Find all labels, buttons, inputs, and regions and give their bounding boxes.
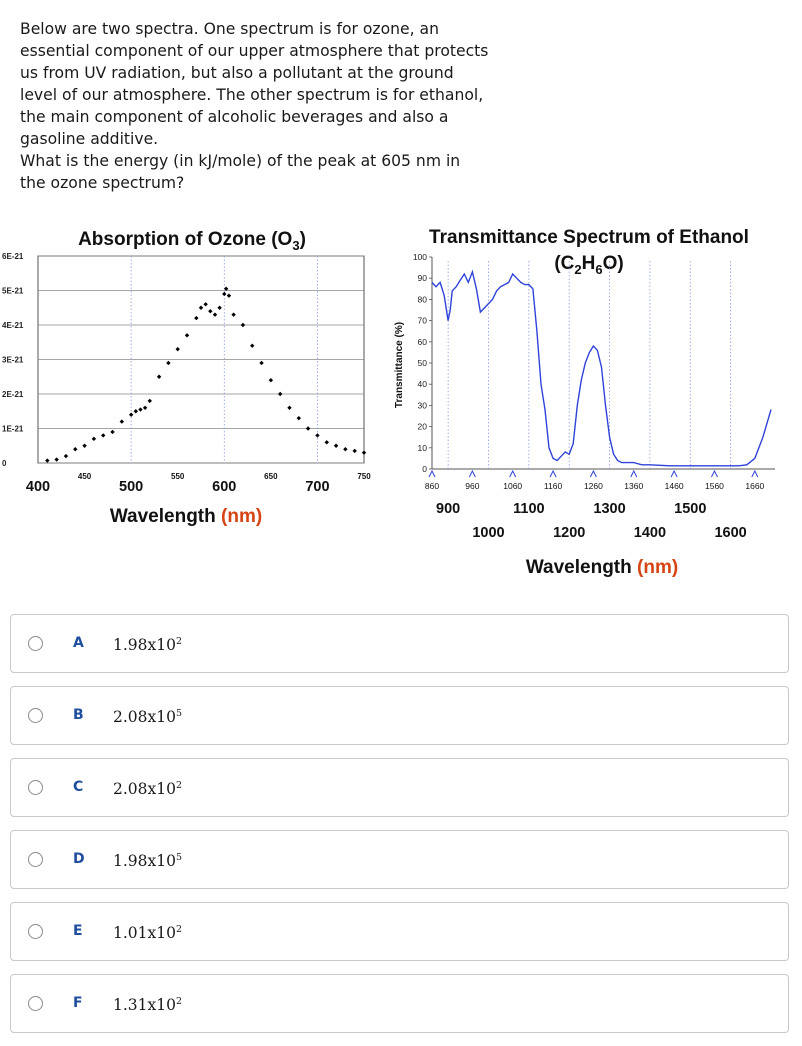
- ethanol-chart: [394, 227, 775, 578]
- ethanol-y-tick-label: 50: [417, 358, 427, 368]
- ethanol-y-tick-label: 80: [417, 294, 427, 305]
- ethanol-x-tick-label: 900: [436, 501, 461, 517]
- ethanol-x-tick-label-small: 1260: [583, 481, 603, 491]
- ethanol-x-tick-marker: [631, 471, 637, 477]
- choice-letter: E: [73, 923, 83, 939]
- ozone-x-minor-tick-label: 450: [77, 472, 92, 481]
- question-prompt: What is the energy (in kJ/mole) of the peak at 605 nm in the ozone spectrum?: [20, 152, 461, 192]
- ethanol-x-tick-marker: [752, 471, 758, 477]
- choice-value: $1.98x10^2$: [113, 636, 183, 655]
- ethanol-x-tick-marker: [469, 471, 475, 477]
- choice-letter: F: [73, 995, 83, 1011]
- choice-a[interactable]: [10, 614, 789, 673]
- choice-letter: C: [73, 779, 84, 795]
- ozone-y-tick-label: 2E-21: [2, 390, 24, 399]
- choice-value: $2.08x10^5$: [113, 708, 183, 727]
- ethanol-y-tick-label: 40: [417, 379, 427, 390]
- ozone-y-tick-label: 6E-21: [2, 252, 24, 261]
- choice-e[interactable]: [10, 902, 789, 961]
- answer-choices: [10, 614, 789, 1046]
- ethanol-y-tick-label: 30: [417, 400, 427, 411]
- ethanol-x-tick-label-small: 1060: [503, 481, 523, 491]
- choice-f[interactable]: [10, 974, 789, 1033]
- question-text: [20, 18, 490, 194]
- choice-b[interactable]: [10, 686, 789, 745]
- ethanol-chart-title: Transmittance Spectrum of Ethanol: [429, 227, 749, 248]
- ozone-x-tick-labels: [26, 472, 371, 495]
- ethanol-y-axis-label: Transmittance (%): [394, 321, 405, 409]
- radio-button[interactable]: [28, 996, 43, 1011]
- radio-button[interactable]: [28, 924, 43, 939]
- ozone-y-tick-label: 1E-21: [2, 424, 24, 434]
- choice-letter: D: [73, 851, 85, 867]
- ethanol-x-tick-label: 1000: [472, 525, 505, 541]
- ethanol-y-tick-labels: [413, 252, 432, 474]
- ozone-y-tick-label: 3E-21: [2, 355, 24, 365]
- ethanol-y-tick-label: 10: [417, 442, 427, 453]
- ozone-chart-title: Absorption of Ozone $(O_3)$: [78, 229, 306, 253]
- ethanol-x-tick-label: 1400: [633, 525, 667, 541]
- choice-value: $1.98x10^5$: [113, 852, 183, 871]
- ozone-x-major-tick-label: 500: [119, 479, 144, 495]
- ethanol-x-tick-label-small: 1660: [745, 481, 765, 491]
- ethanol-x-tick-label: 1600: [714, 525, 747, 541]
- choice-value: $2.08x10^2$: [113, 780, 183, 799]
- ethanol-x-tick-marker: [550, 471, 556, 477]
- ozone-x-major-tick-label: 600: [212, 479, 237, 495]
- question-intro: Below are two spectra. One spectrum is for ozone, an essential component of our upper atmosphere that protects us from UV radiation, but also a pollutant at the ground level of our atmosphere. The other spectrum is for ethanol, the main component of alcoholic beverages and also a gasoline additive.: [20, 20, 489, 148]
- ozone-x-major-tick-label: 400: [25, 479, 51, 495]
- ethanol-gridlines: [429, 261, 758, 477]
- ethanol-x-tick-label: 1500: [674, 501, 707, 517]
- choice-d[interactable]: [10, 830, 789, 889]
- choice-c[interactable]: [10, 758, 789, 817]
- ethanol-x-axis-label: Wavelength (nm): [525, 557, 679, 578]
- ethanol-x-tick-label-small: 1460: [664, 481, 684, 491]
- radio-button[interactable]: [28, 852, 43, 867]
- ethanol-x-tick-label-small: 1560: [705, 481, 724, 491]
- ethanol-x-tick-label: 1200: [553, 525, 586, 541]
- ethanol-transmittance-line: [432, 272, 771, 466]
- ethanol-y-tick-label: 90: [417, 273, 427, 284]
- ozone-y-tick-labels: [2, 252, 24, 468]
- spectra-figure: [0, 215, 802, 595]
- ethanol-x-tick-label-small: 1360: [624, 481, 644, 491]
- choice-letter: B: [73, 707, 84, 723]
- ethanol-x-tick-marker: [671, 471, 677, 477]
- ethanol-y-tick-label: 60: [417, 336, 427, 347]
- radio-button[interactable]: [28, 636, 43, 651]
- ozone-x-major-tick-label: 700: [305, 479, 330, 495]
- ozone-x-axis-label: Wavelength (nm): [109, 506, 263, 527]
- ethanol-x-tick-marker: [590, 471, 596, 477]
- ethanol-x-tick-marker: [510, 471, 516, 477]
- choice-value: $1.31x10^2$: [113, 996, 183, 1015]
- ethanol-y-tick-label: 20: [417, 421, 427, 432]
- radio-button[interactable]: [28, 780, 43, 795]
- ethanol-x-tick-labels: [425, 481, 765, 541]
- ethanol-chart-subtitle: $(C_2H_6O)$: [554, 253, 624, 277]
- radio-button[interactable]: [28, 708, 43, 723]
- ethanol-x-tick-label-small: 860: [424, 481, 440, 491]
- ozone-chart: [2, 229, 371, 527]
- ethanol-x-tick-marker: [429, 471, 435, 477]
- ozone-x-minor-tick-label: 750: [357, 472, 371, 481]
- ozone-y-tick-label: 5E-21: [2, 286, 24, 296]
- ethanol-y-tick-label: 0: [422, 464, 427, 474]
- choice-letter: A: [73, 635, 84, 651]
- ethanol-x-tick-marker: [711, 471, 717, 477]
- ethanol-x-tick-label-small: 1160: [543, 481, 563, 491]
- ethanol-x-tick-label: 1100: [513, 501, 545, 517]
- ozone-y-tick-label: 0: [2, 459, 7, 468]
- ozone-x-minor-tick-label: 650: [264, 472, 278, 481]
- ethanol-y-tick-label: 70: [417, 315, 427, 326]
- ethanol-x-tick-label: 1300: [593, 501, 626, 517]
- ethanol-x-tick-label-small: 960: [465, 481, 480, 491]
- ethanol-y-tick-label: 100: [412, 252, 427, 262]
- ozone-x-minor-tick-label: 550: [171, 472, 185, 481]
- ozone-y-tick-label: 4E-21: [2, 321, 24, 330]
- choice-value: $1.01x10^2$: [113, 924, 183, 943]
